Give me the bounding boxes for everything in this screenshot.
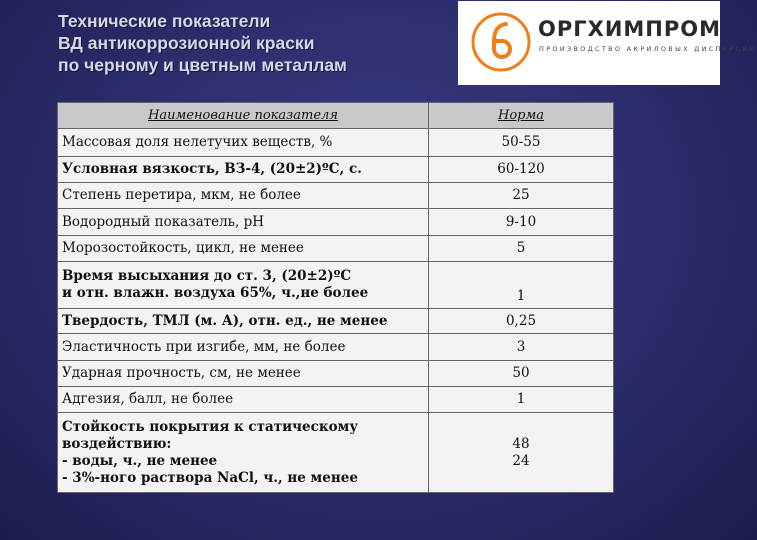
table-row — [58, 413, 614, 493]
table-row — [58, 334, 614, 361]
row-name: Водородный показатель, рН — [58, 209, 429, 236]
title-line-2: ВД антикоррозионной краски — [58, 33, 315, 53]
title-line-3: по черному и цветным металлам — [58, 55, 348, 75]
row-name: Массовая доля нелетучих веществ, % — [58, 129, 429, 157]
row-name: Ударная прочность, см, не менее — [58, 361, 429, 387]
row-name: Условная вязкость, ВЗ-4, (20±2)ºС, с. — [58, 157, 429, 183]
logo-mark-icon — [470, 11, 532, 73]
table-row — [58, 183, 614, 209]
row-value: 0,25 — [429, 309, 614, 334]
header-norm: Норма — [429, 103, 614, 129]
table-row — [58, 361, 614, 387]
table-row — [58, 209, 614, 236]
company-logo — [458, 1, 757, 85]
row-name: Эластичность при изгибе, мм, не более — [58, 334, 429, 361]
table-row — [58, 262, 614, 309]
row-value: 48 24 — [429, 413, 614, 493]
logo-name: ОРГХИМПРОМ — [538, 17, 722, 41]
table-row — [58, 309, 614, 334]
row-value: 1 — [429, 262, 614, 309]
header-parameter: Наименование показателя — [58, 103, 429, 129]
table-row — [58, 236, 614, 262]
row-name: Адгезия, балл, не более — [58, 387, 429, 413]
title-line-1: Технические показатели — [58, 11, 271, 31]
logo-tagline: ПРОИЗВОДСТВО АКРИЛОВЫХ ДИСПЕРСИЙ — [539, 45, 757, 53]
row-name: Морозостойкость, цикл, не менее — [58, 236, 429, 262]
row-value: 50 — [429, 361, 614, 387]
row-value: 25 — [429, 183, 614, 209]
row-value: 3 — [429, 334, 614, 361]
row-value: 5 — [429, 236, 614, 262]
row-name: Твердость, ТМЛ (м. А), отн. ед., не менее — [58, 309, 429, 334]
table-header-row — [58, 103, 614, 129]
row-value: 9-10 — [429, 209, 614, 236]
row-value: 1 — [429, 387, 614, 413]
table-row — [58, 157, 614, 183]
specs-table — [57, 102, 614, 493]
row-value: 50-55 — [429, 129, 614, 157]
row-value: 60-120 — [429, 157, 614, 183]
row-name: Время высыхания до ст. 3, (20±2)ºС и отн. влажн. воздуха 65%, ч.,не более — [58, 262, 429, 309]
table-row — [58, 387, 614, 413]
slide-title — [58, 10, 438, 76]
table-row — [58, 129, 614, 157]
row-name: Степень перетира, мкм, не более — [58, 183, 429, 209]
row-name: Стойкость покрытия к статическому воздействию: - воды, ч., не менее - 3%-ного раствора NaCl, ч., не менее — [58, 413, 429, 493]
